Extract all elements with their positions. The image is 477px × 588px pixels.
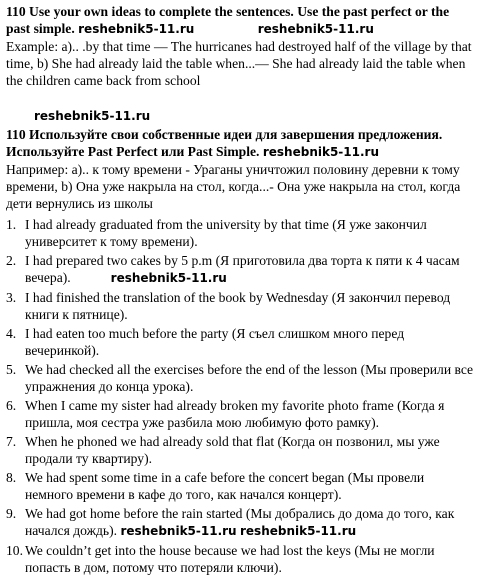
heading-en-line2: past simple. [6,21,75,36]
watermark: reshebnik5-11.ru [120,524,237,538]
exercise-heading-en [6,3,474,38]
example-ru: Например: а).. к тому времени - Ураганы уничтожил половину деревни к тому времени, b) Она уже накрыла на стол, когда...- Она уже накрыла на стол, когда дети вернулись из школы [6,162,461,211]
list-item: 6. When I came my sister had already broken my favorite photo frame (Когда я пришла, моя сестра уже разбила мою любимую фото рамку). [6,398,445,430]
list-item: 3. I had finished the translation of the book by Wednesday (Я закончил перевод книги к пятнице). [6,290,451,322]
list-item: 8. We had spent some time in a cafe before the concert began (Мы провели немного времени в кафе до того, как начался концерт). [6,470,425,502]
section-english [6,3,474,89]
heading-ru-line1: 110 Используйте свои собственные идеи для завершения предложения. [6,127,443,142]
watermark: reshebnik5-11.ru [240,524,357,538]
watermark: reshebnik5-11.ru [78,22,195,36]
watermark: reshebnik5-11.ru [34,109,151,123]
heading-en-line1: 110 Use your own ideas to complete the sentences. Use the past perfect or the [6,4,450,19]
list-item: 4. I had eaten too much before the party (Я съел слишком много перед вечеринкой). [6,326,405,358]
document-page [6,3,474,578]
example-en: Example: a).. .by that time — The hurricanes had destroyed half of the village by that time, b) She had already laid the table when...— She had already laid the table when the children came back from school [6,39,472,88]
watermark: reshebnik5-11.ru [110,271,227,285]
list-item: 5. We had checked all the exercises before the end of the lesson (Мы проверили все упражнения до конца урока). [6,362,474,394]
watermark: reshebnik5-11.ru [257,22,374,36]
answers-list [6,216,474,576]
list-item: 1. I had already graduated from the university by that time (Я уже закончил университет к тому времени). [6,217,427,249]
list-item: 9. We had got home before the rain started (Мы добрались до дома до того, как начался дождь). reshebnik5-11.ru reshebnik5-11.ru [6,506,455,538]
list-item: 10. We couldn’t get into the house because we had lost the keys (Мы не могли попасть в дом, потому что потеряли ключи). [6,543,435,575]
section-russian [6,126,474,212]
watermark: reshebnik5-11.ru [262,145,379,159]
heading-ru-line2: Используйте Past Perfect или Past Simple. [6,144,260,159]
list-item: 2. I had prepared two cakes by 5 p.m (Я приготовила два торта к пяти к 4 часам вечера). reshebnik5-11.ru [6,253,460,285]
exercise-heading-ru [6,126,474,161]
list-item: 7. When he phoned we had already sold that flat (Когда он позвонил, мы уже продали ту квартиру). [6,434,440,466]
